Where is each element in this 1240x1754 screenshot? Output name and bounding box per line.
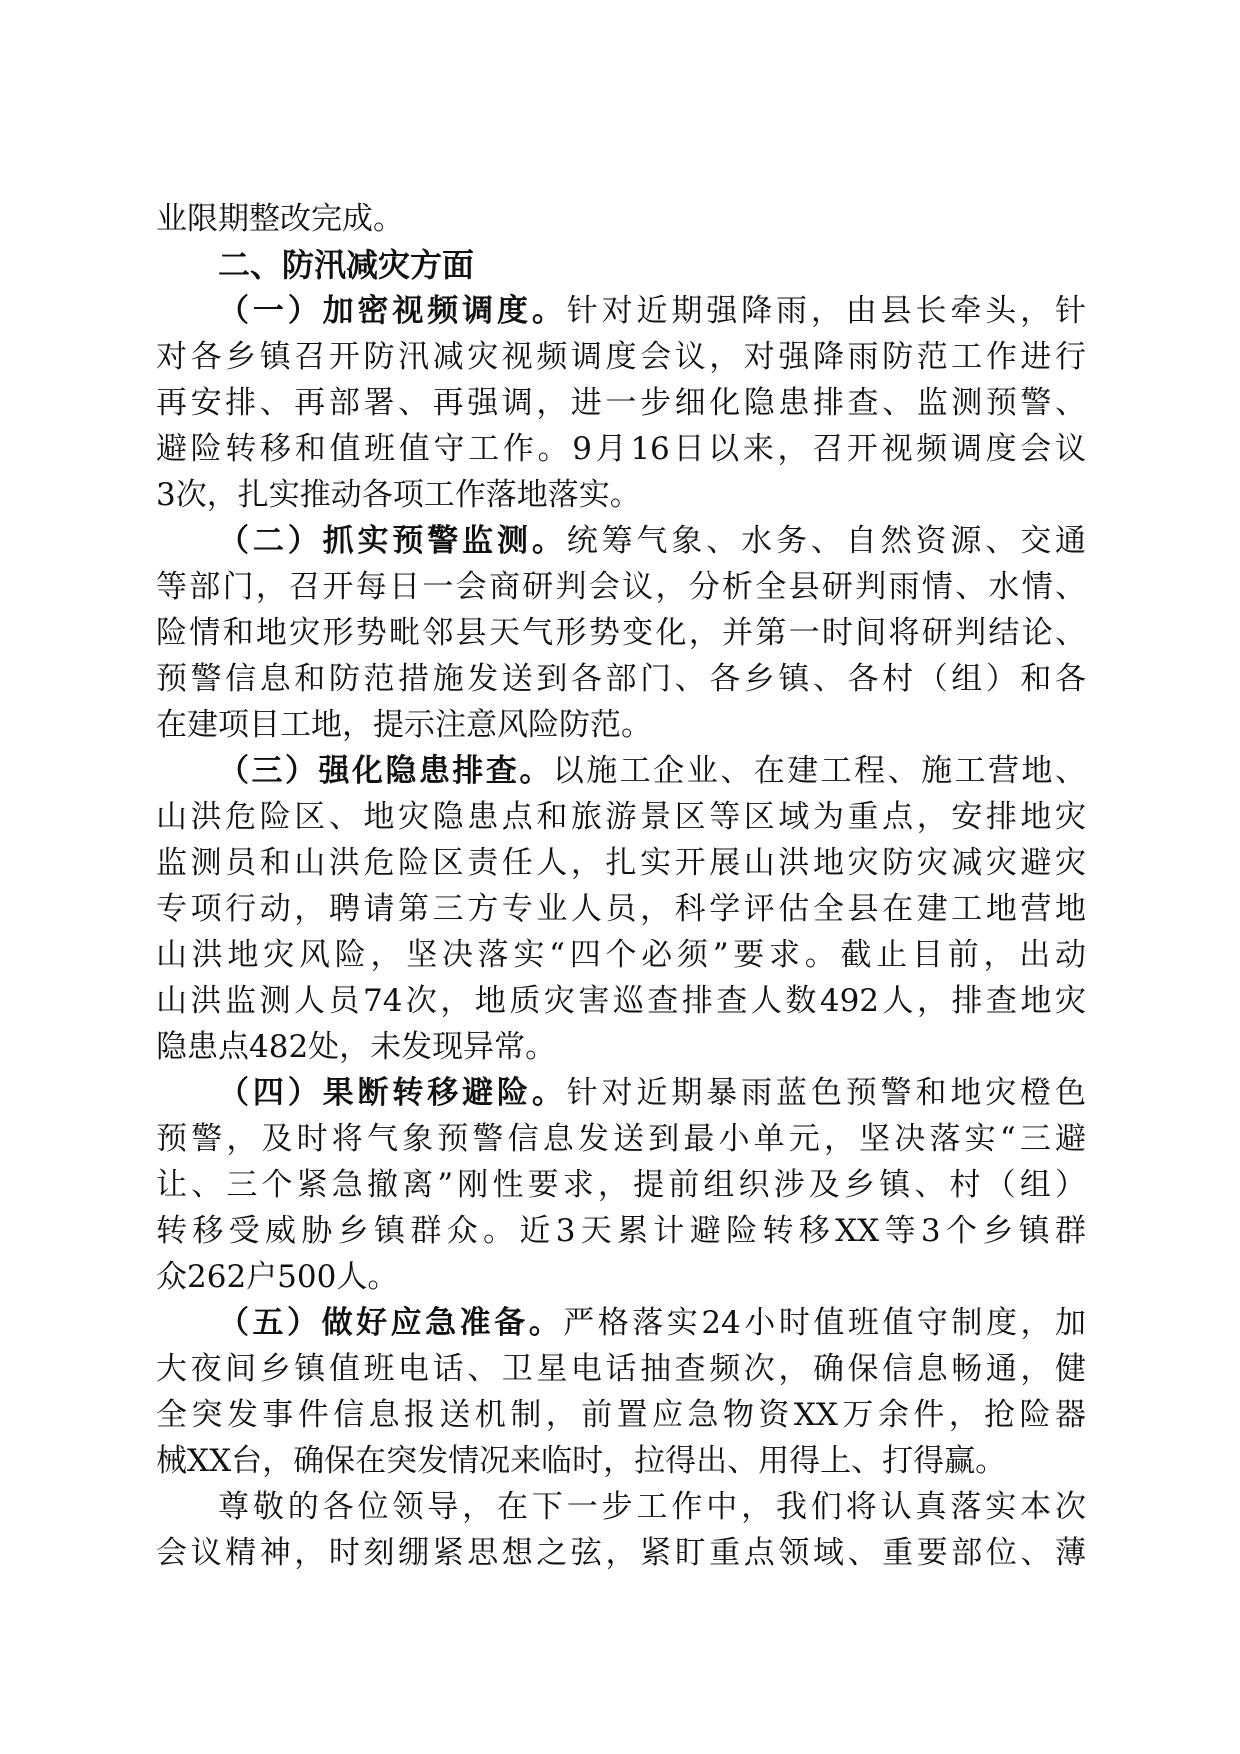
text-line: 大夜间乡镇值班电话、卫星电话抽查频次，确保信息畅通，健 — [156, 1351, 1086, 1387]
text-line: 监测员和山洪危险区责任人，扎实开展山洪地灾防灾减灾避灾 — [156, 845, 1086, 881]
subsection-title: （二）抓实预警监测。 — [218, 523, 567, 559]
text-line: 对各乡镇召开防汛减灾视频调度会议，对强降雨防范工作进行 — [156, 339, 1086, 375]
subsection-title: （一）加密视频调度。 — [218, 293, 567, 329]
paragraph-first-line — [156, 1300, 1086, 1346]
text-line: 全突发事件信息报送机制，前置应急物资XX万余件，抢险器 — [156, 1397, 1086, 1433]
text-line: 预警信息和防范措施发送到各部门、各乡镇、各村（组）和各 — [156, 661, 1086, 697]
text-line: 险情和地灾形势毗邻县天气形势变化，并第一时间将研判结论、 — [156, 615, 1086, 651]
text-line: 业限期整改完成。 — [156, 201, 404, 237]
text-line: 械XX台，确保在突发情况来临时，拉得出、用得上、打得赢。 — [156, 1443, 1007, 1479]
text-line: 预警，及时将气象预警信息发送到最小单元，坚决落实“三避 — [156, 1121, 1086, 1157]
subsection-title: （五）做好应急准备。 — [218, 1305, 564, 1341]
text-line: 山洪地灾风险，坚决落实“四个必须”要求。截止目前，出动 — [156, 937, 1086, 973]
text-run: 针对近期强降雨，由县长牵头，针 — [566, 293, 1086, 329]
text-line: 再安排、再部署、再强调，进一步细化隐患排查、监测预警、 — [156, 385, 1086, 421]
text-line: 山洪危险区、地灾隐患点和旅游景区等区域为重点，安排地灾 — [156, 799, 1086, 835]
text-run: 针对近期暴雨蓝色预警和地灾橙色 — [566, 1075, 1086, 1111]
paragraph-first-line — [156, 1070, 1086, 1116]
text-line: 让、三个紧急撤离”刚性要求，提前组织涉及乡镇、村（组） — [156, 1167, 1086, 1203]
text-line: 在建项目工地，提示注意风险防范。 — [156, 707, 652, 743]
document-body — [156, 196, 1086, 1576]
text-line: 隐患点482处，未发现异常。 — [156, 1029, 557, 1065]
text-line: 转移受威胁乡镇群众。近3天累计避险转移XX等3个乡镇群 — [156, 1213, 1086, 1249]
paragraph-first-line — [156, 288, 1086, 334]
text-run: 统筹气象、水务、自然资源、交通 — [566, 523, 1086, 559]
text-run: 严格落实24小时值班值守制度，加 — [563, 1305, 1086, 1341]
text-run: 以施工企业、在建工程、施工营地、 — [552, 753, 1087, 789]
section-heading: 二、防汛减灾方面 — [218, 246, 475, 284]
paragraph-first-line — [156, 748, 1086, 794]
paragraph-first-line — [156, 518, 1086, 564]
text-line: 专项行动，聘请第三方专业人员，科学评估全县在建工地营地 — [156, 891, 1086, 927]
text-line: 山洪监测人员74次，地质灾害巡查排查人数492人，排查地灾 — [156, 983, 1086, 1019]
text-line: 众262户500人。 — [156, 1259, 399, 1295]
text-line: 避险转移和值班值守工作。9月16日以来，召开视频调度会议 — [156, 431, 1086, 467]
subsection-title: （四）果断转移避险。 — [218, 1075, 567, 1111]
text-line: 等部门，召开每日一会商研判会议，分析全县研判雨情、水情、 — [156, 569, 1086, 605]
subsection-title: （三）强化隐患排查。 — [218, 753, 553, 789]
text-line: 3次，扎实推动各项工作落地落实。 — [156, 477, 641, 513]
text-line: 会议精神，时刻绷紧思想之弦，紧盯重点领域、重要部位、薄 — [156, 1535, 1086, 1571]
paragraph-first-line: 尊敬的各位领导，在下一步工作中，我们将认真落实本次 — [218, 1489, 1086, 1525]
